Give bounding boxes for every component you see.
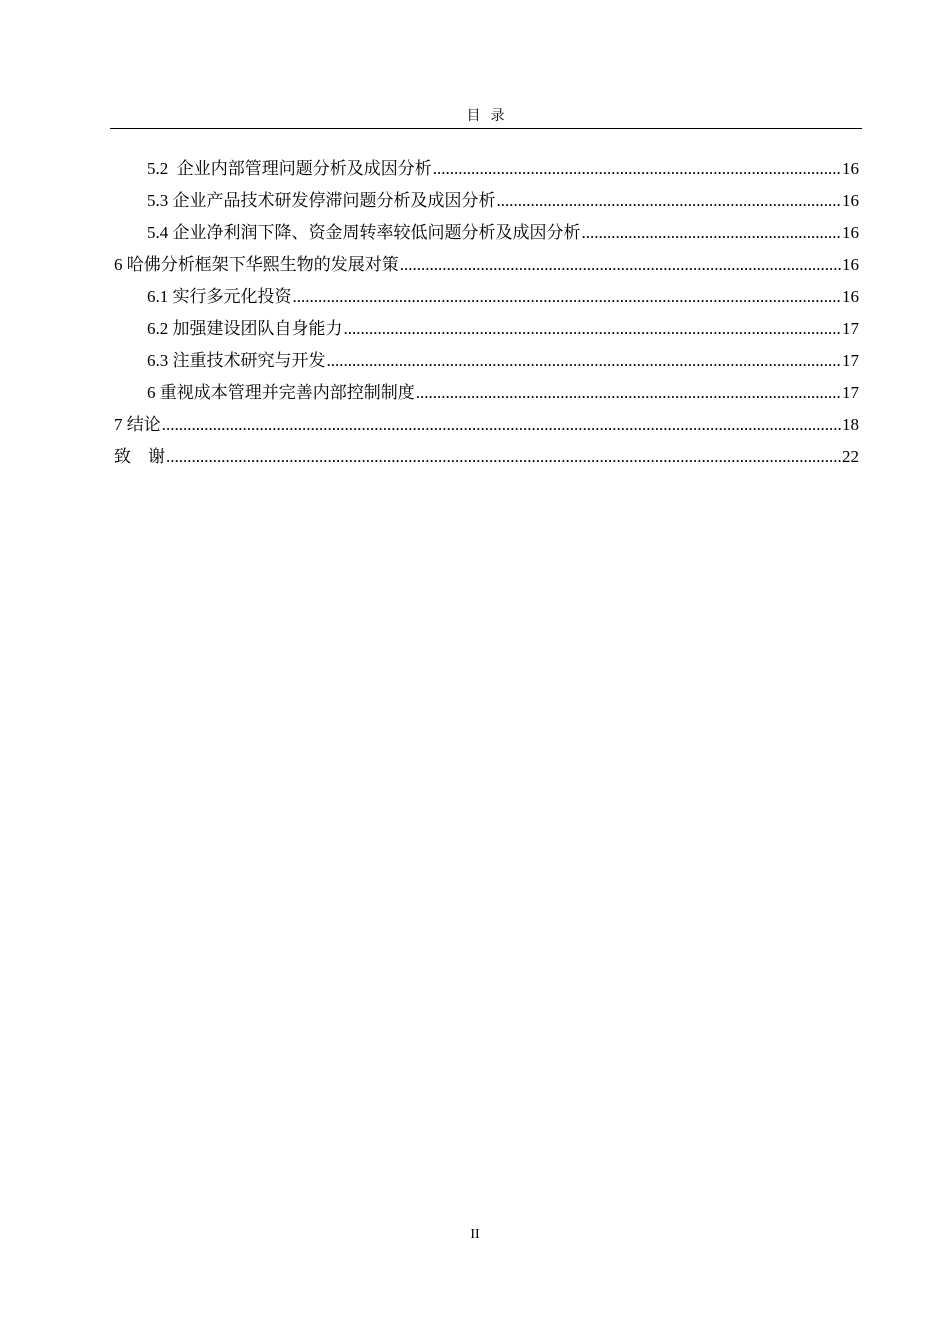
toc-entry[interactable] (147, 316, 859, 342)
toc-entry[interactable] (147, 188, 859, 214)
page-header (110, 106, 862, 129)
toc-entry[interactable] (147, 156, 859, 182)
toc-dot-leader (293, 284, 842, 310)
toc-entry-title: 6 哈佛分析框架下华熙生物的发展对策 (114, 255, 399, 274)
page-number: II (470, 1227, 480, 1242)
toc-entry[interactable] (114, 444, 859, 470)
toc-entry[interactable] (147, 380, 859, 406)
toc-dot-leader (166, 444, 841, 470)
toc-entry-title: 5.4 企业净利润下降、资金周转率较低问题分析及成因分析 (147, 223, 581, 242)
toc-dot-leader (416, 380, 841, 406)
toc-entry-page: 16 (842, 255, 859, 274)
toc-dot-leader (433, 156, 841, 182)
toc-entry[interactable] (147, 348, 859, 374)
toc-entry-page: 16 (842, 191, 859, 210)
toc-entry-page: 18 (842, 415, 859, 434)
toc-entry-page: 16 (842, 223, 859, 242)
toc-entry[interactable] (114, 412, 859, 438)
toc-entry-title: 5.2 企业内部管理问题分析及成因分析 (147, 159, 432, 178)
toc-dot-leader (400, 252, 841, 278)
toc-entry[interactable] (147, 220, 859, 246)
toc-entry-title: 6.2 加强建设团队自身能力 (147, 319, 343, 338)
toc-dot-leader (497, 188, 842, 214)
toc-entry[interactable] (114, 252, 859, 278)
toc-entry-title: 致 谢 (114, 447, 165, 466)
toc-entry-page: 17 (842, 383, 859, 402)
page-footer (0, 1227, 950, 1243)
toc-entry-page: 17 (842, 319, 859, 338)
toc-entry[interactable] (147, 284, 859, 310)
toc-entry-title: 6.1 实行多元化投资 (147, 287, 292, 306)
toc-dot-leader (327, 348, 842, 374)
toc-entry-title: 6.3 注重技术研究与开发 (147, 351, 326, 370)
toc-dot-leader (344, 316, 842, 342)
toc-entry-page: 16 (842, 287, 859, 306)
toc-entry-title: 6 重视成本管理并完善内部控制制度 (147, 383, 415, 402)
toc-entry-page: 17 (842, 351, 859, 370)
toc-entry-title: 5.3 企业产品技术研发停滞问题分析及成因分析 (147, 191, 496, 210)
toc-entry-title: 7 结论 (114, 415, 161, 434)
toc-dot-leader (582, 220, 842, 246)
toc-entry-page: 16 (842, 159, 859, 178)
toc-entry-page: 22 (842, 447, 859, 466)
header-title: 目 录 (466, 109, 506, 124)
toc-dot-leader (162, 412, 841, 438)
